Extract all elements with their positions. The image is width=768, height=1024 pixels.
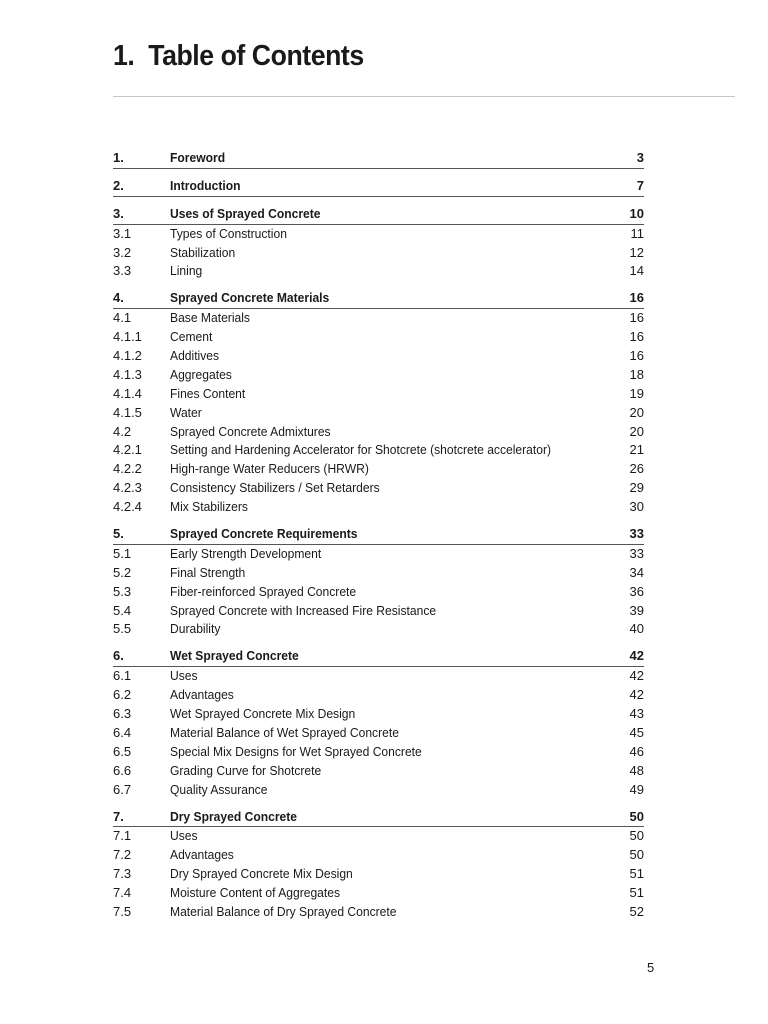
toc-entry-number: 4.2.4 bbox=[113, 499, 142, 515]
toc-subsection-row[interactable] bbox=[113, 564, 644, 583]
toc-subsection-row[interactable] bbox=[113, 724, 644, 743]
toc-entry-page: 21 bbox=[629, 442, 644, 458]
toc-entry-number: 4. bbox=[113, 290, 124, 306]
toc-entry-number: 7.4 bbox=[113, 885, 132, 901]
toc-entry-number: 3.3 bbox=[113, 263, 132, 279]
toc-entry-number: 4.1.4 bbox=[113, 385, 142, 401]
toc-entry-page: 3 bbox=[636, 150, 644, 165]
toc-subsection-row[interactable] bbox=[113, 827, 644, 846]
toc-entry-number: 7.5 bbox=[113, 903, 132, 919]
toc-subsection-row[interactable] bbox=[113, 705, 644, 724]
toc-entry-number: 5.1 bbox=[113, 545, 132, 561]
toc-subsection-row[interactable] bbox=[113, 583, 644, 602]
toc-entry-page: 20 bbox=[629, 404, 644, 420]
toc-subsection-row[interactable] bbox=[113, 743, 644, 762]
toc-entry-number: 3. bbox=[113, 205, 124, 221]
toc-entry-page: 40 bbox=[629, 621, 644, 637]
toc-entry-page: 33 bbox=[629, 526, 644, 542]
toc-entry-title: Dry Sprayed Concrete Mix Design bbox=[170, 866, 353, 882]
toc-entry-page: 20 bbox=[629, 423, 644, 439]
toc-entry-page: 50 bbox=[629, 828, 644, 844]
toc-entry-title: Special Mix Designs for Wet Sprayed Concrete bbox=[170, 743, 422, 759]
toc-entry-title: Early Strength Development bbox=[170, 545, 322, 561]
toc-entry-page: 52 bbox=[629, 903, 644, 919]
toc-subsection-row[interactable] bbox=[113, 498, 644, 517]
toc-entry-number: 3.1 bbox=[113, 225, 132, 241]
toc-entry-number: 6.2 bbox=[113, 687, 132, 703]
toc-entry-page: 46 bbox=[629, 743, 644, 759]
toc-entry-number: 5.3 bbox=[113, 583, 132, 599]
toc-entry-title: Fiber-reinforced Sprayed Concrete bbox=[170, 583, 357, 599]
toc-entry-title: Uses bbox=[170, 828, 198, 844]
toc-entry-number: 1. bbox=[113, 150, 124, 165]
toc-entry-number: 6.5 bbox=[113, 743, 132, 759]
toc-entry-number: 6.6 bbox=[113, 762, 132, 778]
toc-entry-title: Advantages bbox=[170, 687, 234, 703]
toc-section-row[interactable] bbox=[113, 177, 644, 197]
toc-entry-page: 36 bbox=[629, 583, 644, 599]
toc-entry-number: 4.1 bbox=[113, 310, 132, 326]
toc-section-row[interactable] bbox=[113, 149, 644, 169]
toc-entry-title: Grading Curve for Shotcrete bbox=[170, 762, 322, 778]
toc-subsection-row[interactable] bbox=[113, 366, 644, 385]
toc-subsection-row[interactable] bbox=[113, 385, 644, 404]
toc-entry-title: Setting and Hardening Accelerator for Shotcrete (shotcrete accelerator) bbox=[170, 442, 552, 458]
toc-section-row[interactable] bbox=[113, 808, 644, 828]
toc-entry-title: Water bbox=[170, 404, 202, 420]
toc-entry-page: 29 bbox=[629, 480, 644, 496]
toc-entry-page: 43 bbox=[629, 706, 644, 722]
toc-entry-title: Moisture Content of Aggregates bbox=[170, 885, 341, 901]
toc-subsection-row[interactable] bbox=[113, 309, 644, 328]
toc-entry-title: Uses of Sprayed Concrete bbox=[170, 205, 321, 221]
toc-entry-page: 16 bbox=[629, 310, 644, 326]
toc-entry-title: Consistency Stabilizers / Set Retarders bbox=[170, 480, 380, 496]
toc-entry-page: 11 bbox=[630, 225, 644, 241]
toc-entry-title: High-range Water Reducers (HRWR) bbox=[170, 461, 369, 477]
toc-entry-number: 5. bbox=[113, 526, 124, 542]
toc-entry-page: 45 bbox=[629, 724, 644, 740]
toc-entry-title: Dry Sprayed Concrete bbox=[170, 808, 298, 824]
toc-subsection-row[interactable] bbox=[113, 347, 644, 366]
toc-subsection-row[interactable] bbox=[113, 884, 644, 903]
toc-entry-page: 12 bbox=[629, 244, 644, 260]
toc-entry-page: 51 bbox=[629, 866, 644, 882]
toc-entry-number: 4.1.5 bbox=[113, 404, 142, 420]
toc-entry-title: Wet Sprayed Concrete Mix Design bbox=[170, 706, 356, 722]
toc-entry-title: Foreword bbox=[170, 150, 226, 165]
toc-entry-number: 7. bbox=[113, 808, 124, 824]
toc-entry-page: 30 bbox=[629, 499, 644, 515]
toc-subsection-row[interactable] bbox=[113, 903, 644, 922]
toc-entry-page: 51 bbox=[629, 885, 644, 901]
toc-entry-number: 7.3 bbox=[113, 866, 132, 882]
toc-subsection-row[interactable] bbox=[113, 620, 644, 639]
toc-entry-title: Lining bbox=[170, 263, 203, 279]
toc-entry-title: Sprayed Concrete Materials bbox=[170, 290, 330, 306]
title-divider bbox=[113, 96, 735, 97]
toc-entry-page: 33 bbox=[629, 545, 644, 561]
toc-entry-number: 4.2 bbox=[113, 423, 132, 439]
toc-entry-number: 6.1 bbox=[113, 668, 132, 684]
toc-subsection-row[interactable] bbox=[113, 865, 644, 884]
toc-section-row[interactable] bbox=[113, 205, 644, 225]
toc-subsection-row[interactable] bbox=[113, 328, 644, 347]
toc-entry-title: Advantages bbox=[170, 847, 234, 863]
toc-subsection-row[interactable] bbox=[113, 686, 644, 705]
toc-entry-page: 16 bbox=[629, 348, 644, 364]
toc-subsection-row[interactable] bbox=[113, 846, 644, 865]
page-title: 1. Table of Contents bbox=[113, 40, 364, 72]
toc-subsection-row[interactable] bbox=[113, 423, 644, 442]
toc-entry-page: 34 bbox=[629, 564, 644, 580]
toc-section-row[interactable] bbox=[113, 525, 644, 545]
toc-entry-number: 4.1.2 bbox=[113, 348, 142, 364]
toc-subsection-row[interactable] bbox=[113, 545, 644, 564]
toc-entry-title: Fines Content bbox=[170, 385, 246, 401]
toc-entry-title: Sprayed Concrete Requirements bbox=[170, 526, 358, 542]
toc-entry-number: 6.4 bbox=[113, 724, 132, 740]
toc-entry-number: 6. bbox=[113, 648, 124, 664]
toc-entry-number: 4.2.2 bbox=[113, 461, 142, 477]
toc-entry-page: 16 bbox=[629, 329, 644, 345]
toc-subsection-row[interactable] bbox=[113, 762, 644, 781]
toc-subsection-row[interactable] bbox=[113, 479, 644, 498]
toc-entry-title: Final Strength bbox=[170, 564, 246, 580]
toc-entry-page: 42 bbox=[629, 687, 644, 703]
toc-entry-number: 6.7 bbox=[113, 781, 132, 797]
toc-entry-page: 50 bbox=[629, 847, 644, 863]
toc-entry-number: 5.5 bbox=[113, 621, 132, 637]
toc-entry-page: 26 bbox=[629, 461, 644, 477]
toc-entry-title: Introduction bbox=[170, 177, 241, 193]
toc-entry-page: 50 bbox=[629, 808, 644, 824]
toc-subsection-row[interactable] bbox=[113, 262, 644, 281]
table-of-contents bbox=[113, 149, 644, 922]
toc-entry-number: 4.1.3 bbox=[113, 366, 142, 382]
toc-entry-number: 6.3 bbox=[113, 706, 132, 722]
toc-entry-title: Base Materials bbox=[170, 310, 250, 326]
toc-subsection-row[interactable] bbox=[113, 441, 644, 460]
toc-entry-title: Stabilization bbox=[170, 244, 236, 260]
toc-entry-title: Mix Stabilizers bbox=[170, 499, 248, 515]
toc-entry-page: 39 bbox=[629, 602, 644, 618]
toc-entry-title: Sprayed Concrete Admixtures bbox=[170, 423, 331, 439]
toc-entry-number: 5.2 bbox=[113, 564, 132, 580]
toc-entry-title: Uses bbox=[170, 668, 198, 684]
toc-subsection-row[interactable] bbox=[113, 244, 644, 263]
toc-entry-title: Quality Assurance bbox=[170, 781, 268, 797]
toc-entry-number: 7.1 bbox=[113, 828, 132, 844]
toc-entry-title: Cement bbox=[170, 329, 213, 345]
toc-entry-number: 2. bbox=[113, 177, 124, 193]
toc-entry-number: 4.1.1 bbox=[113, 329, 142, 345]
toc-entry-page: 19 bbox=[629, 385, 644, 401]
toc-entry-page: 16 bbox=[629, 290, 644, 306]
toc-entry-number: 5.4 bbox=[113, 602, 132, 618]
toc-entry-page: 18 bbox=[629, 366, 644, 382]
toc-subsection-row[interactable] bbox=[113, 225, 644, 244]
toc-entry-page: 48 bbox=[629, 762, 644, 778]
toc-section-row[interactable] bbox=[113, 647, 644, 667]
toc-entry-page: 49 bbox=[629, 781, 644, 797]
toc-entry-title: Types of Construction bbox=[170, 225, 287, 241]
toc-subsection-row[interactable] bbox=[113, 404, 644, 423]
toc-entry-title: Aggregates bbox=[170, 366, 232, 382]
toc-subsection-row[interactable] bbox=[113, 460, 644, 479]
toc-entry-number: 4.2.3 bbox=[113, 480, 142, 496]
toc-entry-page: 7 bbox=[636, 177, 644, 193]
toc-subsection-row[interactable] bbox=[113, 602, 644, 621]
toc-entry-title: Material Balance of Dry Sprayed Concrete bbox=[170, 903, 397, 919]
toc-entry-number: 7.2 bbox=[113, 847, 132, 863]
toc-entry-title: Wet Sprayed Concrete bbox=[170, 648, 299, 664]
toc-entry-number: 3.2 bbox=[113, 244, 132, 260]
toc-subsection-row[interactable] bbox=[113, 781, 644, 800]
toc-entry-title: Additives bbox=[170, 348, 220, 364]
toc-section-row[interactable] bbox=[113, 289, 644, 309]
toc-entry-page: 42 bbox=[629, 668, 644, 684]
toc-entry-page: 42 bbox=[629, 648, 644, 664]
toc-entry-number: 4.2.1 bbox=[113, 442, 142, 458]
toc-entry-page: 14 bbox=[629, 263, 644, 279]
toc-subsection-row[interactable] bbox=[113, 667, 644, 686]
toc-entry-title: Durability bbox=[170, 621, 221, 637]
page-number: 5 bbox=[647, 960, 655, 975]
toc-entry-title: Material Balance of Wet Sprayed Concrete bbox=[170, 724, 399, 740]
toc-entry-page: 10 bbox=[629, 205, 644, 221]
toc-entry-title: Sprayed Concrete with Increased Fire Resistance bbox=[170, 602, 437, 618]
